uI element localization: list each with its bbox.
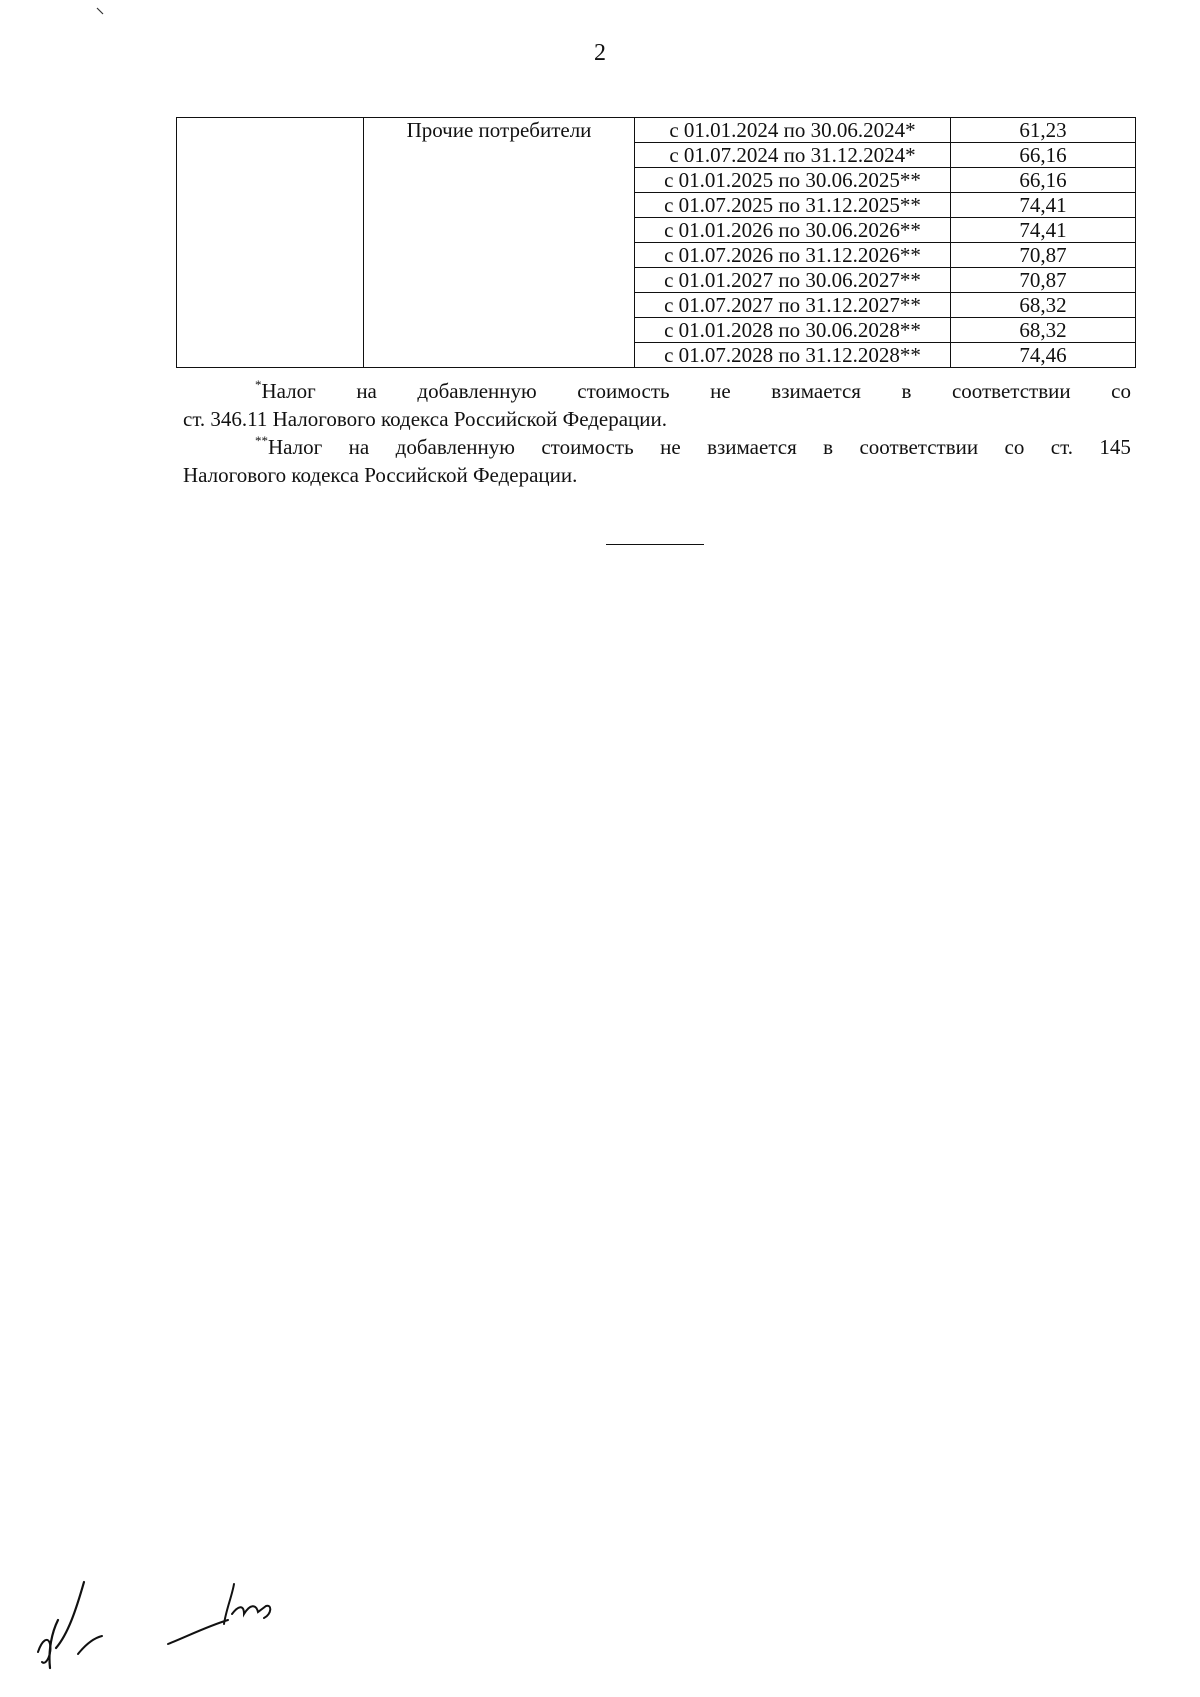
tariff-value-cell: 74,46 <box>951 343 1136 368</box>
end-of-document-rule <box>606 544 704 545</box>
footnote-word: соответствии <box>859 435 979 459</box>
footnote-word: не <box>710 379 731 403</box>
footnote-word: ст. <box>1050 435 1073 459</box>
period-cell: с 01.07.2025 по 31.12.2025** <box>635 193 951 218</box>
footnote-word: со <box>1111 379 1131 403</box>
footnote-word: со <box>1004 435 1025 459</box>
tariff-value-cell: 61,23 <box>951 118 1136 143</box>
page-number: 2 <box>594 40 606 66</box>
footnote-word: на <box>356 379 377 403</box>
period-cell: с 01.07.2024 по 31.12.2024* <box>635 143 951 168</box>
period-cell: с 01.07.2028 по 31.12.2028** <box>635 343 951 368</box>
tariff-value-cell: 70,87 <box>951 268 1136 293</box>
tariff-value-cell: 68,32 <box>951 293 1136 318</box>
tariff-value-cell: 66,16 <box>951 143 1136 168</box>
tariff-value-cell: 68,32 <box>951 318 1136 343</box>
footnote-line: Налогового кодекса Российской Федерации. <box>183 463 578 487</box>
footnote-word: **Налог <box>255 433 323 459</box>
footnote-word: взимается <box>707 435 797 459</box>
period-cell: с 01.01.2024 по 30.06.2024* <box>635 118 951 143</box>
footnote-word: в <box>823 435 834 459</box>
footnote-line <box>183 433 1131 461</box>
footnote-word: взимается <box>771 379 861 403</box>
footnote-marker: ** <box>255 433 268 448</box>
tariff-value-cell: 66,16 <box>951 168 1136 193</box>
footnote-line: ст. 346.11 Налогового кодекса Российской Федерации. <box>183 407 668 431</box>
footnote-vat-346 <box>183 377 1131 433</box>
period-cell: с 01.07.2027 по 31.12.2027** <box>635 293 951 318</box>
period-cell: с 01.01.2027 по 30.06.2027** <box>635 268 951 293</box>
tariff-table <box>176 117 1136 368</box>
period-cell: с 01.01.2028 по 30.06.2028** <box>635 318 951 343</box>
period-cell: с 01.01.2026 по 30.06.2026** <box>635 218 951 243</box>
footnote-word: стоимость <box>541 435 634 459</box>
footnote-word: на <box>348 435 370 459</box>
footnote-marker: * <box>255 377 262 392</box>
footnote-word: стоимость <box>577 379 670 403</box>
footnote-word: добавленную <box>395 435 515 459</box>
footnote-word: в <box>901 379 912 403</box>
scan-mark <box>96 6 108 18</box>
table-row <box>177 118 1136 143</box>
footnote-word: не <box>660 435 681 459</box>
tariff-value-cell: 74,41 <box>951 193 1136 218</box>
footnote-word: добавленную <box>417 379 537 403</box>
footnote-line <box>183 377 1131 405</box>
footnote-vat-145 <box>183 433 1131 489</box>
table-cell-empty <box>177 118 364 368</box>
handwritten-signature <box>28 1570 288 1680</box>
consumer-category-cell: Прочие потребители <box>364 118 635 368</box>
tariff-value-cell: 70,87 <box>951 243 1136 268</box>
period-cell: с 01.01.2025 по 30.06.2025** <box>635 168 951 193</box>
footnote-word: *Налог <box>255 377 316 403</box>
footnotes <box>183 377 1131 489</box>
footnote-word: соответствии <box>951 379 1071 403</box>
tariff-value-cell: 74,41 <box>951 218 1136 243</box>
period-cell: с 01.07.2026 по 31.12.2026** <box>635 243 951 268</box>
footnote-word: 145 <box>1099 435 1131 459</box>
